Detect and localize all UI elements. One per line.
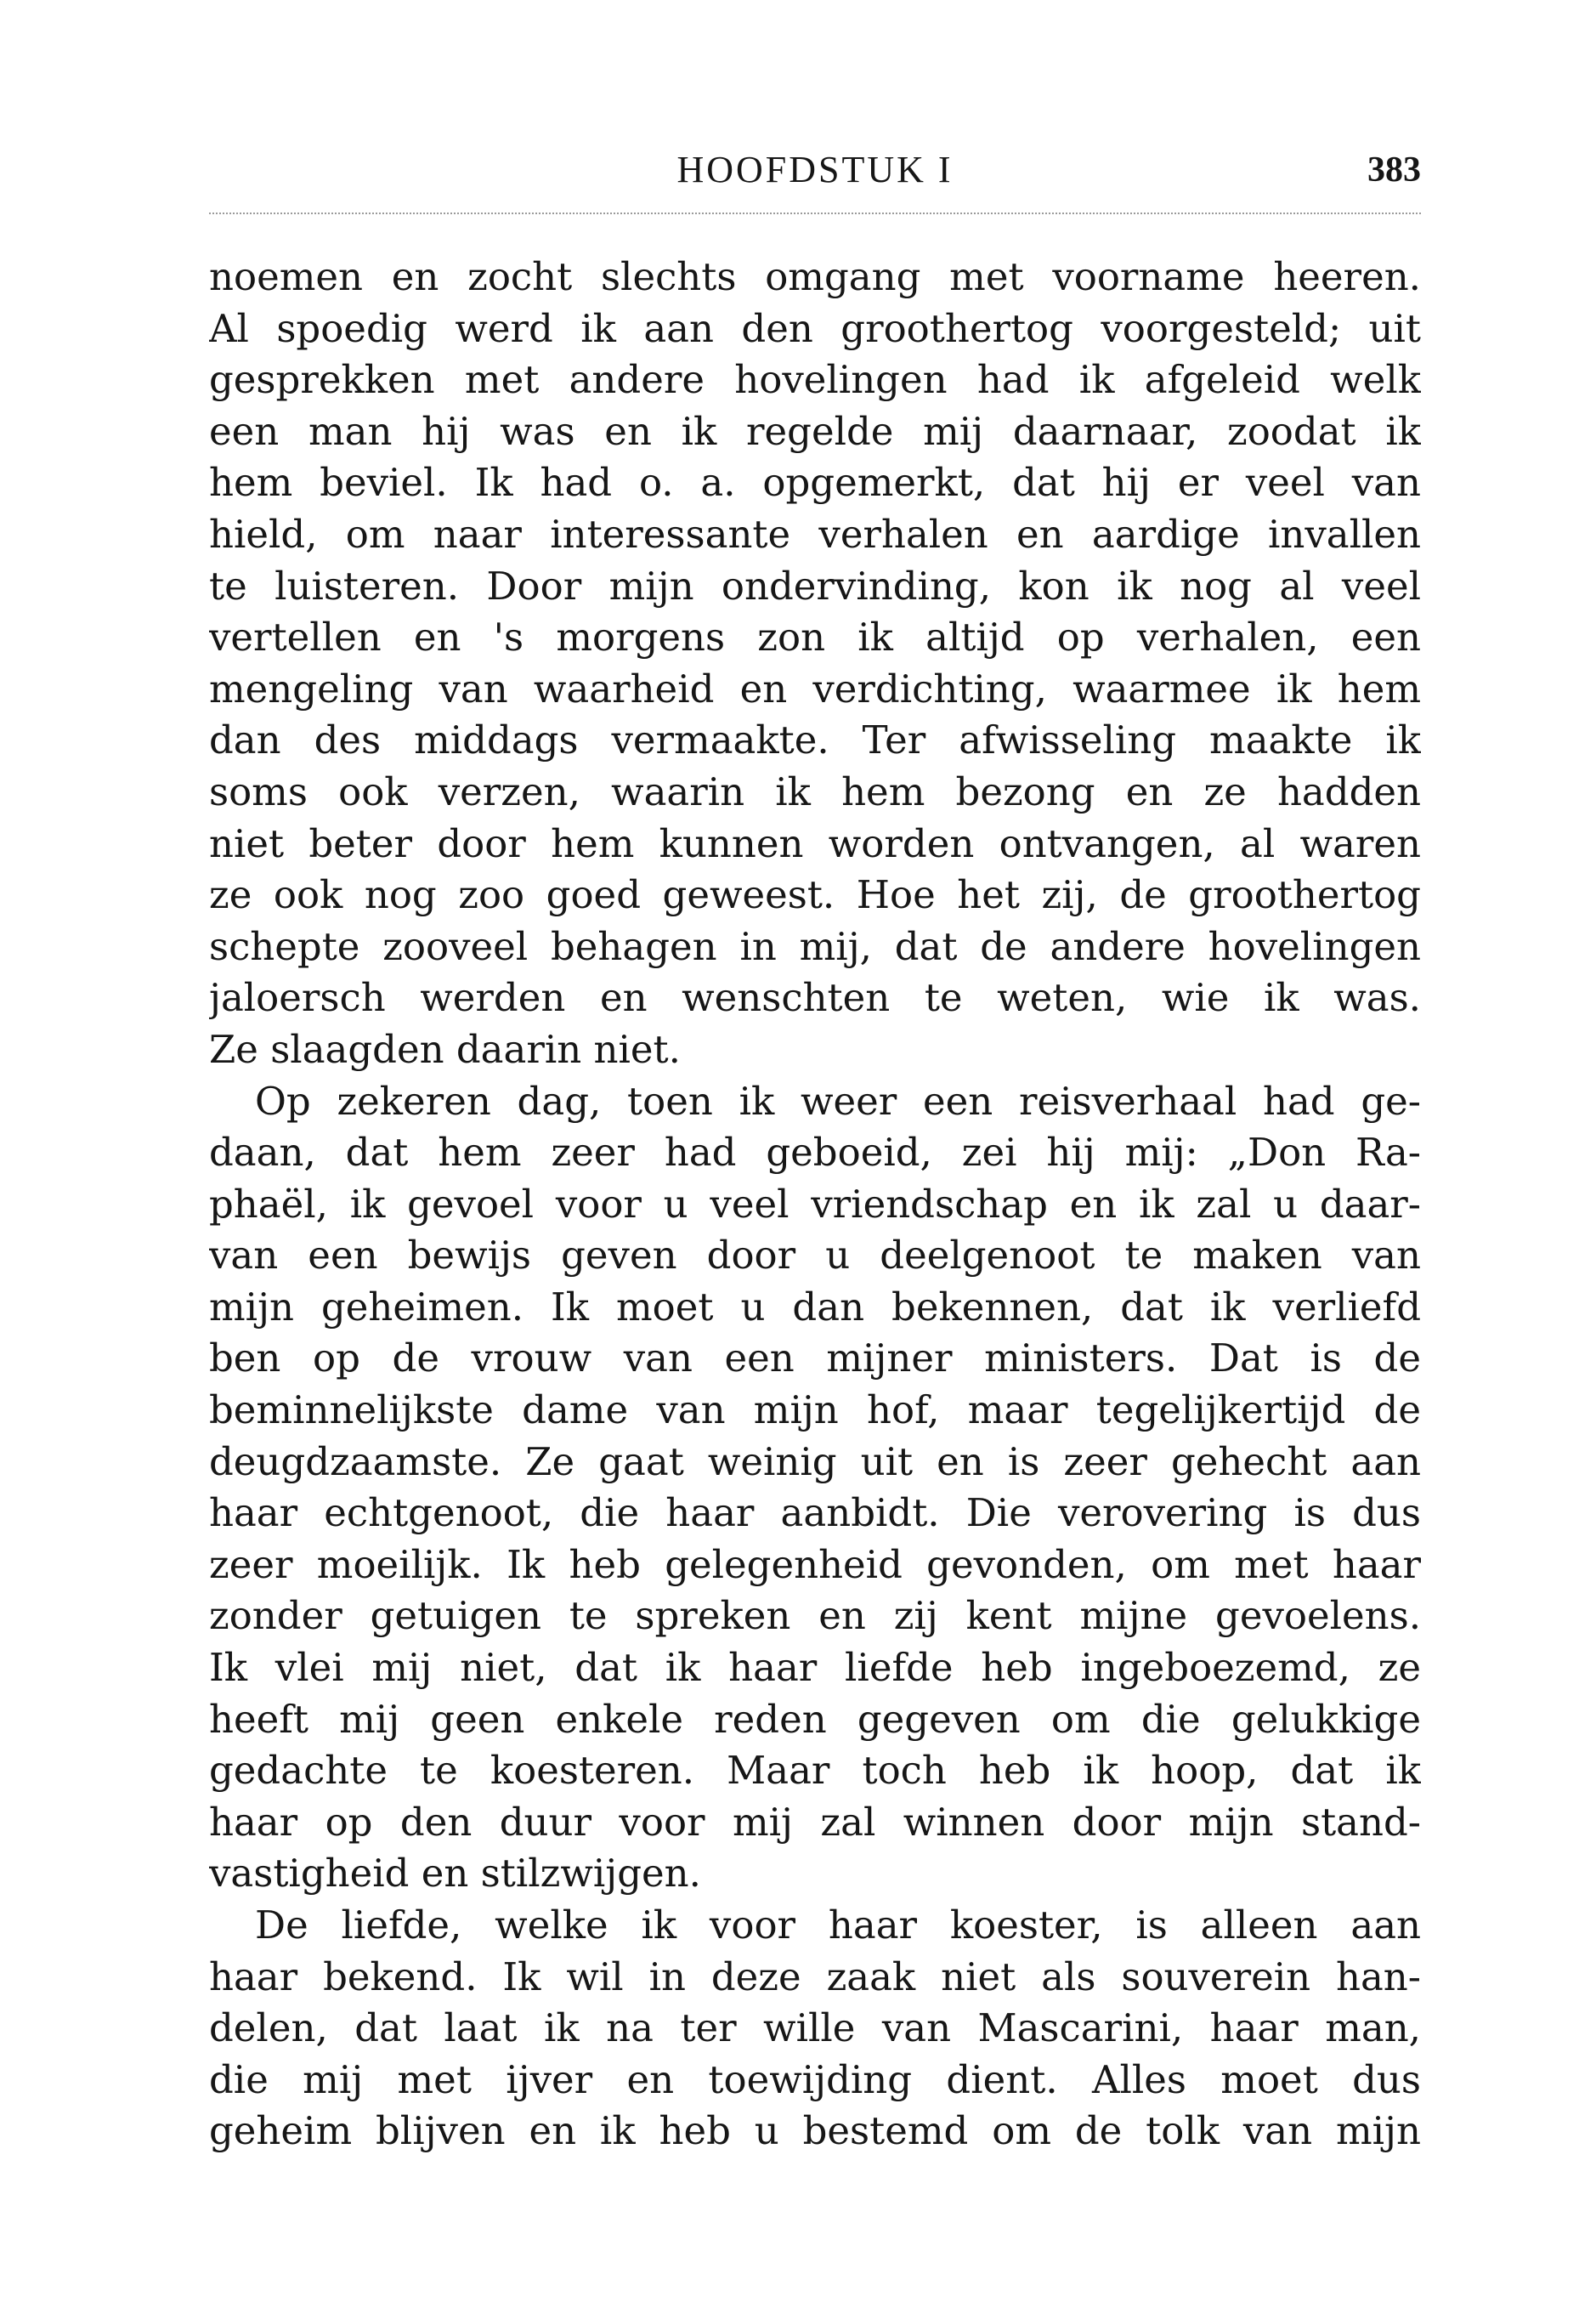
text-line: te luisteren. Door mijn ondervinding, kon ik nog al veel <box>209 563 1421 609</box>
text-line: vertellen en 's morgens zon ik altijd op verhalen, een <box>209 615 1421 661</box>
text-line: daan, dat hem zeer had geboeid, zei hij mij: „Don Ra- <box>209 1130 1421 1176</box>
text-line: zonder getuigen te spreken en zij kent mijne gevoelens. <box>209 1593 1421 1639</box>
text-line: schepte zooveel behagen in mij, dat de andere hovelingen <box>209 923 1421 969</box>
paragraph-first-line: Op zekeren dag, toen ik weer een reisverhaal had ge- <box>255 1078 1421 1124</box>
text-line: gedachte te koesteren. Maar toch heb ik hoop, dat ik <box>209 1748 1421 1794</box>
text-line: mijn geheimen. Ik moet u dan bekennen, dat ik verliefd <box>209 1284 1421 1330</box>
text-line: haar echtgenoot, die haar aanbidt. Die verovering is dus <box>209 1490 1421 1536</box>
text-line: hem beviel. Ik had o. a. opgemerkt, dat hij er veel van <box>209 460 1421 506</box>
text-line: mengeling van waarheid en verdichting, waarmee ik hem <box>209 666 1421 712</box>
text-line: ze ook nog zoo goed geweest. Hoe het zij, de groothertog <box>209 872 1421 918</box>
text-line: die mij met ijver en toewijding dient. Alles moet dus <box>209 2056 1421 2102</box>
text-line: jaloersch werden en wenschten te weten, wie ik was. <box>209 975 1421 1021</box>
text-line: delen, dat laat ik na ter wille van Mascarini, haar man, <box>209 2005 1421 2051</box>
text-line: niet beter door hem kunnen worden ontvangen, al waren <box>209 820 1421 866</box>
text-line: beminnelijkste dame van mijn hof, maar tegelijkertijd de <box>209 1387 1421 1433</box>
text-line: soms ook verzen, waarin ik hem bezong en ze hadden <box>209 768 1421 814</box>
text-line: Al spoedig werd ik aan den groothertog voorgesteld; uit <box>209 305 1421 351</box>
running-head <box>209 143 1421 197</box>
text-line: hield, om naar interessante verhalen en aardige invallen <box>209 511 1421 557</box>
paragraph-first-line: De liefde, welke ik voor haar koester, is alleen aan <box>255 1902 1421 1948</box>
text-line: haar op den duur voor mij zal winnen door mijn stand- <box>209 1799 1421 1845</box>
body-text <box>209 252 1421 2157</box>
text-line: een man hij was en ik regelde mij daarnaar, zoodat ik <box>209 408 1421 454</box>
text-line: phaël, ik gevoel voor u veel vriendschap en ik zal u daar- <box>209 1181 1421 1227</box>
text-line: geheim blijven en ik heb u bestemd om de tolk van mijn <box>209 2108 1421 2154</box>
text-line: Ze slaagden daarin niet. <box>209 1026 681 1072</box>
text-line: vastigheid en stilzwijgen. <box>209 1851 701 1897</box>
text-line: van een bewijs geven door u deelgenoot te maken van <box>209 1233 1421 1279</box>
text-line: zeer moeilijk. Ik heb gelegenheid gevonden, om met haar <box>209 1541 1421 1587</box>
page-number: 383 <box>1367 150 1421 190</box>
chapter-title: HOOFDSTUK I <box>676 149 954 190</box>
text-line: deugdzaamste. Ze gaat weinig uit en is zeer gehecht aan <box>209 1438 1421 1484</box>
text-line: haar bekend. Ik wil in deze zaak niet als souverein han- <box>209 1953 1421 1999</box>
text-line: dan des middags vermaakte. Ter afwisseling maakte ik <box>209 717 1421 763</box>
text-line: noemen en zocht slechts omgang met voorname heeren. <box>209 254 1421 299</box>
text-line: gesprekken met andere hovelingen had ik afgeleid welk <box>209 357 1421 403</box>
header-divider <box>209 213 1421 214</box>
text-line: heeft mij geen enkele reden gegeven om die gelukkige <box>209 1696 1421 1742</box>
text-line: Ik vlei mij niet, dat ik haar liefde heb ingeboezemd, ze <box>209 1645 1421 1691</box>
text-line: ben op de vrouw van een mijner ministers. Dat is de <box>209 1335 1421 1381</box>
